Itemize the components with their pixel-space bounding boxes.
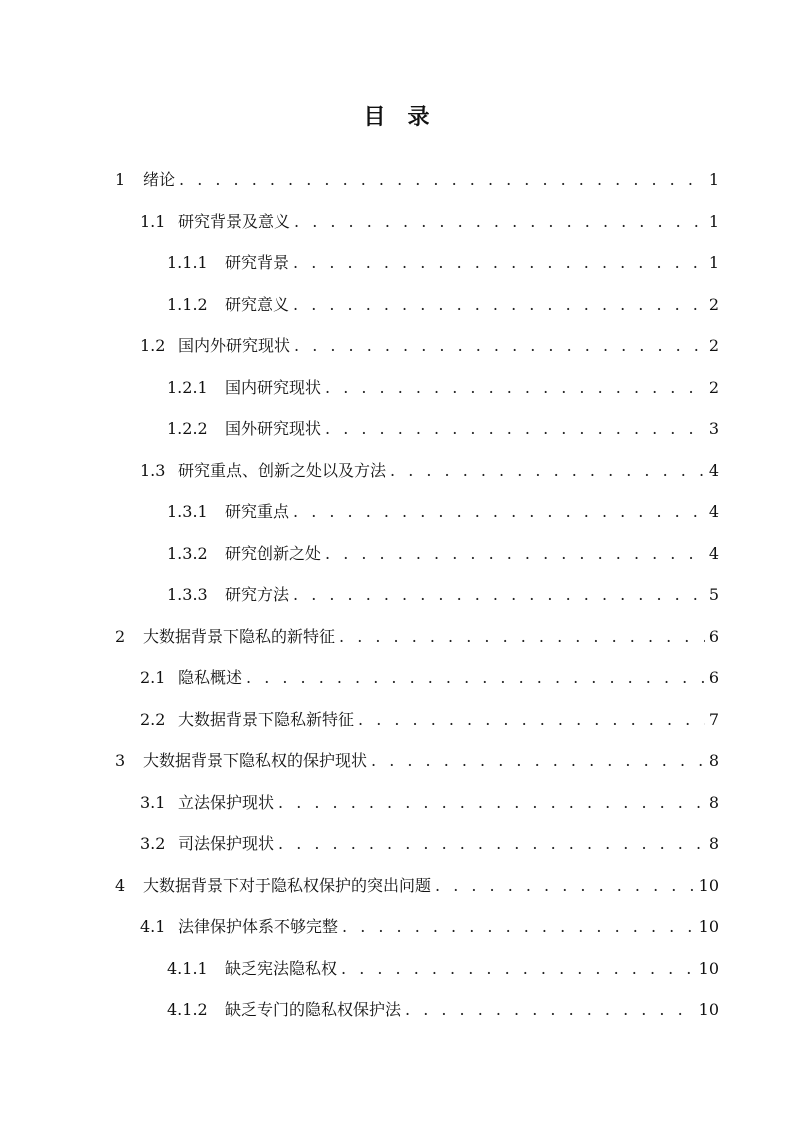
toc-leader-dots xyxy=(325,542,705,566)
toc-leader-dots xyxy=(342,915,695,939)
toc-entry-number: 2.2 xyxy=(140,709,166,729)
toc-leader-dots xyxy=(325,376,705,400)
toc-entry-title: 绪论 xyxy=(143,170,176,189)
toc-entry[interactable] xyxy=(140,210,719,234)
toc-entry-title: 隐私概述 xyxy=(178,668,243,687)
toc-entry[interactable] xyxy=(167,583,719,607)
toc-entry-title: 司法保护现状 xyxy=(178,834,275,853)
toc-entry-number: 3.1 xyxy=(140,792,166,812)
toc-entry-page: 4 xyxy=(708,543,719,563)
toc-entry-title: 研究意义 xyxy=(225,294,290,314)
toc-entry-number: 1.3.3 xyxy=(167,585,208,604)
toc-entry[interactable] xyxy=(115,749,719,773)
toc-entry-title: 研究重点、创新之处以及方法 xyxy=(178,460,387,480)
toc-entry-page: 4 xyxy=(708,460,719,480)
toc-leader-dots xyxy=(278,791,705,815)
toc-entry[interactable] xyxy=(140,334,719,358)
toc-entry-title: 国内研究现状 xyxy=(225,377,322,397)
toc-entry-page: 5 xyxy=(708,585,719,604)
toc-entry-page: 3 xyxy=(708,419,719,438)
toc-leader-dots xyxy=(390,459,705,483)
toc-entry-title: 法律保护体系不够完整 xyxy=(178,917,339,936)
toc-entry-number: 1.3.2 xyxy=(167,543,208,563)
toc-entry-number: 1.1.2 xyxy=(167,294,208,314)
toc-entry-page: 8 xyxy=(708,751,719,770)
toc-leader-dots xyxy=(341,957,695,981)
toc-entry-title: 大数据背景下对于隐私权保护的突出问题 xyxy=(143,875,432,895)
toc-leader-dots xyxy=(294,334,705,358)
toc-leader-dots xyxy=(294,210,705,234)
toc-leader-dots xyxy=(371,749,705,773)
toc-leader-dots xyxy=(325,417,705,441)
toc-entry[interactable] xyxy=(140,708,719,732)
toc-entry-number: 4.1.1 xyxy=(167,958,208,978)
toc-entry-number: 1.2.1 xyxy=(167,377,208,397)
toc-entry[interactable] xyxy=(140,459,719,483)
toc-entry-page: 10 xyxy=(698,917,719,936)
toc-leader-dots xyxy=(293,583,705,607)
toc-entry-number: 2 xyxy=(115,626,126,646)
toc-entry-number: 2.1 xyxy=(140,668,166,687)
toc-entry-title: 立法保护现状 xyxy=(178,792,275,812)
toc-entry[interactable] xyxy=(115,874,719,898)
toc-entry-number: 3 xyxy=(115,751,126,770)
toc-entry-page: 10 xyxy=(698,1000,719,1019)
toc-leader-dots xyxy=(278,832,705,856)
toc-entry[interactable] xyxy=(115,625,719,649)
toc-entry-page: 7 xyxy=(708,709,719,729)
toc-entry-page: 1 xyxy=(708,253,719,272)
toc-leader-dots xyxy=(293,293,705,317)
toc-entry-title: 大数据背景下隐私权的保护现状 xyxy=(143,751,368,770)
toc-entry-title: 大数据背景下隐私新特征 xyxy=(178,709,355,729)
toc-entry-number: 1.1 xyxy=(140,211,166,231)
toc-entry-page: 1 xyxy=(708,211,719,231)
toc-entry-title: 研究方法 xyxy=(225,585,290,604)
toc-leader-dots xyxy=(179,168,705,192)
toc-entry-title: 国外研究现状 xyxy=(225,419,322,438)
toc-entry-number: 1.1.1 xyxy=(167,253,208,272)
toc-leader-dots xyxy=(435,874,695,898)
toc-entry[interactable] xyxy=(140,666,719,690)
toc-entry-title: 研究创新之处 xyxy=(225,543,322,563)
toc-entry-number: 1.2 xyxy=(140,336,166,355)
toc-entry[interactable] xyxy=(115,168,719,192)
toc-entry-page: 4 xyxy=(708,502,719,521)
toc-entry-title: 国内外研究现状 xyxy=(178,336,291,355)
toc-entry-number: 3.2 xyxy=(140,834,166,853)
toc-entry-page: 2 xyxy=(708,377,719,397)
page-title: 目 录 xyxy=(363,104,430,130)
toc-leader-dots xyxy=(339,625,705,649)
toc-entry[interactable] xyxy=(140,832,719,856)
toc-entry-number: 1.3 xyxy=(140,460,166,480)
toc-entry[interactable] xyxy=(167,542,719,566)
toc-entry-number: 4.1.2 xyxy=(167,1000,208,1019)
toc-entry-title: 缺乏专门的隐私权保护法 xyxy=(225,1000,402,1019)
toc-leader-dots xyxy=(293,500,705,524)
toc-leader-dots xyxy=(358,708,705,732)
toc-entry-page: 6 xyxy=(708,626,719,646)
toc-entry-number: 4.1 xyxy=(140,917,166,936)
toc-entry-page: 1 xyxy=(708,170,719,189)
toc-leader-dots xyxy=(246,666,705,690)
toc-entry[interactable] xyxy=(167,957,719,981)
toc-entry-title: 研究背景 xyxy=(225,253,290,272)
toc-entry-page: 2 xyxy=(708,336,719,355)
toc-entry-page: 2 xyxy=(708,294,719,314)
toc-entry-page: 10 xyxy=(698,958,719,978)
toc-entry-number: 1.3.1 xyxy=(167,502,208,521)
toc-entry-title: 研究背景及意义 xyxy=(178,211,291,231)
toc-entry-page: 10 xyxy=(698,875,719,895)
toc-entry-page: 6 xyxy=(708,668,719,687)
toc-entry[interactable] xyxy=(140,915,719,939)
toc-entry-title: 缺乏宪法隐私权 xyxy=(225,958,338,978)
toc-entry-page: 8 xyxy=(708,792,719,812)
toc-entry-title: 研究重点 xyxy=(225,502,290,521)
toc-entry-number: 1 xyxy=(115,170,126,189)
toc-entry-number: 1.2.2 xyxy=(167,419,208,438)
toc-entry-page: 8 xyxy=(708,834,719,853)
toc-entry[interactable] xyxy=(140,791,719,815)
toc-entry[interactable] xyxy=(167,998,719,1022)
toc-entry-number: 4 xyxy=(115,875,126,895)
toc-entry[interactable] xyxy=(167,417,719,441)
toc-entry[interactable] xyxy=(167,500,719,524)
toc-leader-dots xyxy=(293,251,705,275)
toc-entry-title: 大数据背景下隐私的新特征 xyxy=(143,626,336,646)
toc-entry[interactable] xyxy=(167,376,719,400)
toc-leader-dots xyxy=(405,998,695,1022)
toc-entry[interactable] xyxy=(167,293,719,317)
toc-entry[interactable] xyxy=(167,251,719,275)
